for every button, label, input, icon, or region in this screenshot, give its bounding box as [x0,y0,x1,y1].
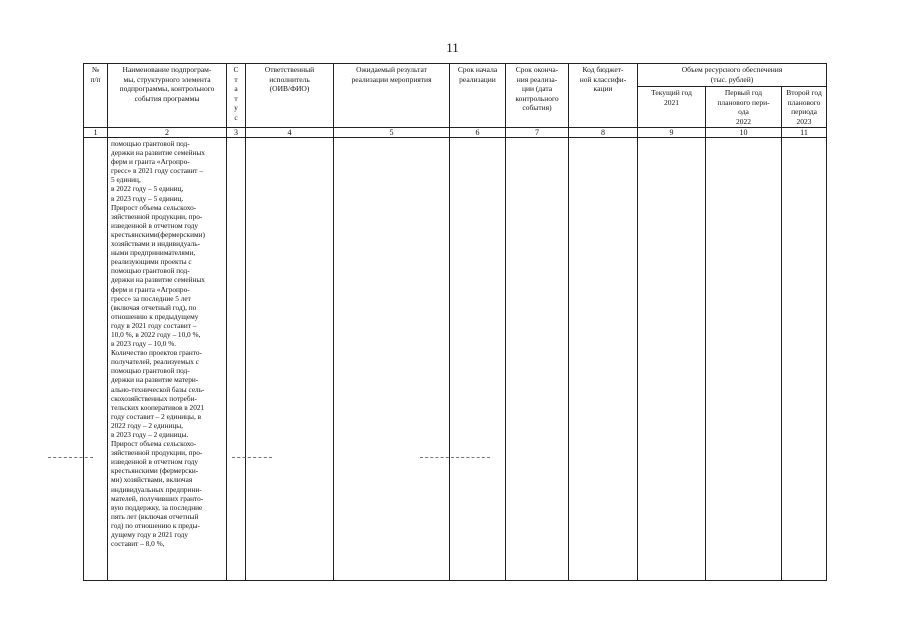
column-number: 1 [84,128,108,138]
cell-description: помощью грантовой под- держки на развитие семейных ферм и гранта «Агропро- гресс» в 2021 году составит – 5 единиц, в 2022 году – 5 единиц, в 2023 году – 5 единиц. Прирост объема сельскохо- зяйственной продукции, про- изведенной в отчетном году крестьянскими(фермерскими) хозяйствами и индивидуаль- ными предпринимателями, реализующими проекты с помощью грантовой под- держки на развитие семейных ферм и гранта «Агропро- гресс» за последние 5 лет (включая отчетный год), по отношению к предыдущему году в 2021 году составит – 10,0 %, в 2022 году – 10,0 %, в 2023 году – 10,0 %. Количество проектов гранто- получателей, реализуемых с помощью грантовой под- держки на развитие матери- ально-технической базы сель- скохозяйственных потреби- тельских кооперативов в 2021 году составит – 2 единицы, в 2022 году – 2 единицы, в 2023 году – 2 единицы. Прирост объема сельскохо- зяйственной продукции, про- изведенной в отчетном году крестьянскими (фермерски- ми) хозяйствами, включая индивидуальных предприни- мателей, получивших гранто- вую поддержку, за последние пять лет (включая отчетный год) по отношению к преды- дущему году в 2021 году составит – 8,0 %, [108,138,227,581]
scan-artifact-line [420,457,490,459]
header-num: № п/п [84,64,108,128]
column-number: 4 [246,128,334,138]
cell-end [506,138,569,581]
cell-executor [246,138,334,581]
header-resource-group: Объем ресурсного обеспечения (тыс. рублей) [638,64,827,87]
header-executor: Ответственный исполнитель (ОИВ/ФИО) [246,64,334,128]
column-number: 10 [706,128,782,138]
header-current-year: Текущий год 2021 [638,87,706,128]
cell-num [84,138,108,581]
cell-start [450,138,506,581]
column-number: 5 [334,128,450,138]
column-number: 6 [450,128,506,138]
header-start: Срок начала реализации [450,64,506,128]
program-table [83,63,827,581]
column-number: 9 [638,128,706,138]
column-number: 7 [506,128,569,138]
header-result: Ожидаемый результат реализации мероприятия [334,64,450,128]
column-number: 8 [569,128,638,138]
cell-status [227,138,246,581]
header-end: Срок оконча- ния реализа- ции (дата контрольного события) [506,64,569,128]
column-number: 2 [108,128,227,138]
table-row [84,138,827,581]
cell-second-year [782,138,827,581]
header-first-year: Первый год планового пери- ода 2022 [706,87,782,128]
cell-first-year [706,138,782,581]
header-row-1 [84,64,827,87]
scan-artifact-line [232,457,272,459]
column-number: 11 [782,128,827,138]
cell-current-year [638,138,706,581]
scan-artifact-line [48,457,93,459]
header-status: С т а т у с [227,64,246,128]
cell-result [334,138,450,581]
page-number: 11 [446,40,459,55]
column-number-row [84,128,827,138]
column-number: 3 [227,128,246,138]
cell-budget-code [569,138,638,581]
header-budget-code: Код бюджет- ной классифи- кации [569,64,638,128]
header-name: Наименование подпрограм- мы, структурного элемента подпрограммы, контрольного события программы [108,64,227,128]
header-second-year: Второй год планового периода 2023 [782,87,827,128]
